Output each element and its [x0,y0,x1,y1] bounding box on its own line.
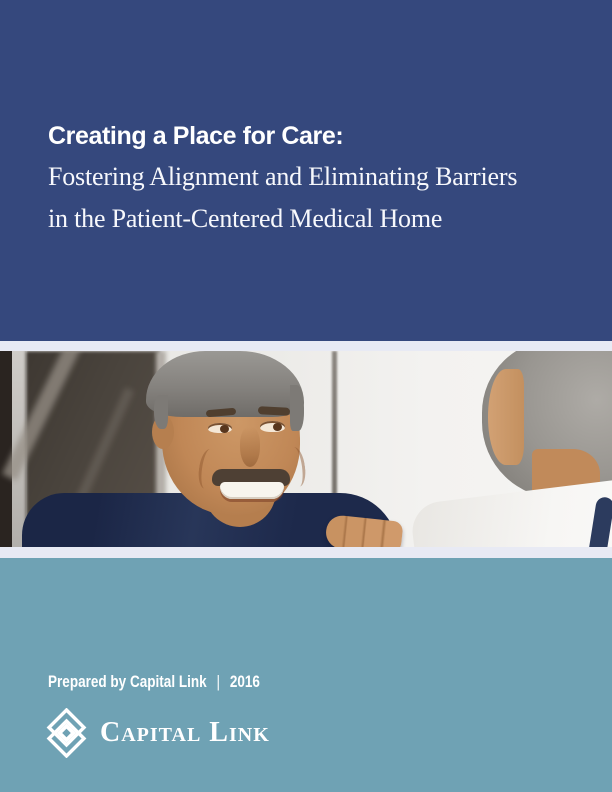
photo-man-eye-left [208,423,232,433]
photo-man-eye-right [260,421,285,432]
nested-diamonds-icon [46,708,87,758]
prepared-by-line [48,673,260,692]
cover-subtitle-line2: in the Patient-Centered Medical Home [48,204,443,233]
capital-link-logo [46,708,270,758]
photo-door-dark-edge [0,351,12,547]
photo-man-nose-shadow [240,427,260,467]
cover-title: Creating a Place for Care: [48,122,344,150]
divider-top [0,341,612,351]
prepared-by-text: Prepared by Capital Link [48,673,207,691]
divider-pipe: | [216,673,221,691]
divider-bottom [0,547,612,558]
cover-photo [0,351,612,547]
photo-man-smile [220,482,284,499]
photo-man-hair-right [290,385,304,431]
photo-man-sideburn [154,395,168,429]
cover-subtitle-line1: Fostering Alignment and Eliminating Barriers [48,162,518,191]
photo-man-eyebrow-right [258,406,290,416]
year-text: 2016 [229,673,260,691]
photo-clinician-face-edge [488,369,524,465]
cover-header-panel [0,0,612,341]
capital-link-wordmark: Capital Link [100,717,270,748]
